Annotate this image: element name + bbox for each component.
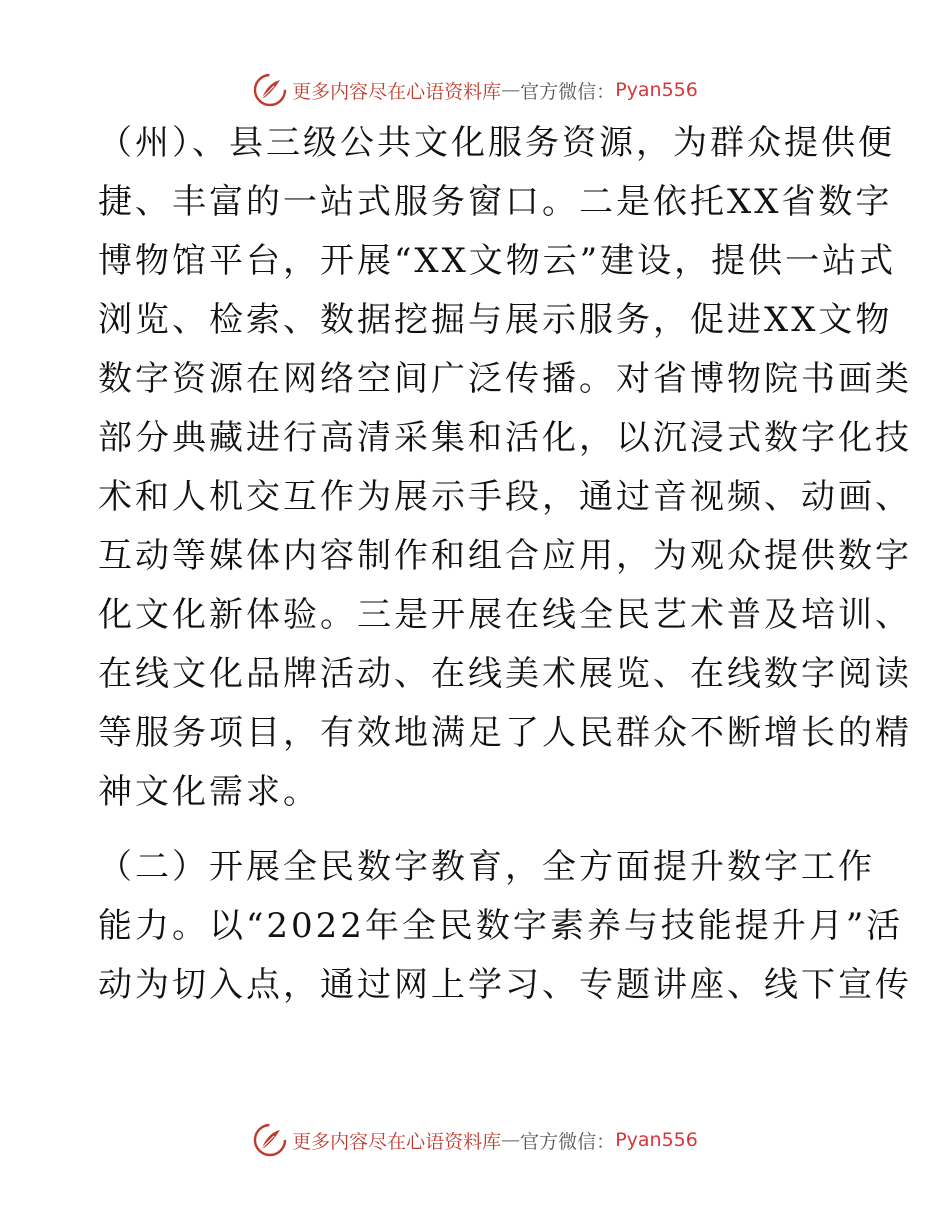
text-line: 神文化需求。 xyxy=(98,772,320,812)
text-line: （二）开展全民数字教育，全方面提升数字工作 xyxy=(98,847,875,887)
text-line: 化文化新体验。三是开展在线全民艺术普及培训、 xyxy=(98,595,912,635)
text-line: （州）、县三级公共文化服务资源，为群众提供便 xyxy=(98,123,895,163)
text-line: 浏览、检索、数据挖掘与展示服务，促进XX文物 xyxy=(98,300,893,340)
paragraph-spacer xyxy=(98,822,868,838)
text-line: 捷、丰富的一站式服务窗口。二是依托XX省数字 xyxy=(98,182,893,222)
text-line: 在线文化品牌活动、在线美术展览、在线数字阅读 xyxy=(98,654,912,694)
watermark-wechat-id: Pyan556 xyxy=(615,79,698,101)
watermark-separator: — xyxy=(501,1129,521,1151)
watermark-wechat-id: Pyan556 xyxy=(615,1129,698,1151)
text-line: 能力。以“2022年全民数字素养与技能提升月”活 xyxy=(98,906,904,946)
text-line: 动为切入点，通过网上学习、专题讲座、线下宣传 xyxy=(98,965,912,1005)
watermark-wechat-label: 官方微信： xyxy=(520,80,616,103)
watermark-separator: — xyxy=(501,79,521,101)
watermark-main-text: 更多内容尽在心语资料库 xyxy=(292,1130,502,1153)
watermark-header xyxy=(0,70,950,110)
paragraph-1 xyxy=(98,114,912,822)
watermark-footer xyxy=(0,1120,950,1160)
paragraph-2 xyxy=(98,838,912,1015)
text-line: 互动等媒体内容制作和组合应用，为观众提供数字 xyxy=(98,536,912,576)
watermark-main-text: 更多内容尽在心语资料库 xyxy=(292,80,502,103)
watermark-wechat-label: 官方微信： xyxy=(520,1130,616,1153)
text-line: 数字资源在网络空间广泛传播。对省博物院书画类 xyxy=(98,359,912,399)
text-line: 博物馆平台，开展“XX文物云”建设，提供一站式 xyxy=(98,241,897,281)
document-body xyxy=(98,114,912,1015)
text-line: 术和人机交互作为展示手段，通过音视频、动画、 xyxy=(98,477,912,517)
feather-pen-logo-icon xyxy=(252,72,288,108)
text-line: 等服务项目，有效地满足了人民群众不断增长的精 xyxy=(98,713,912,753)
text-line: 部分典藏进行高清采集和活化，以沉浸式数字化技 xyxy=(98,418,912,458)
feather-pen-logo-icon xyxy=(252,1122,288,1158)
